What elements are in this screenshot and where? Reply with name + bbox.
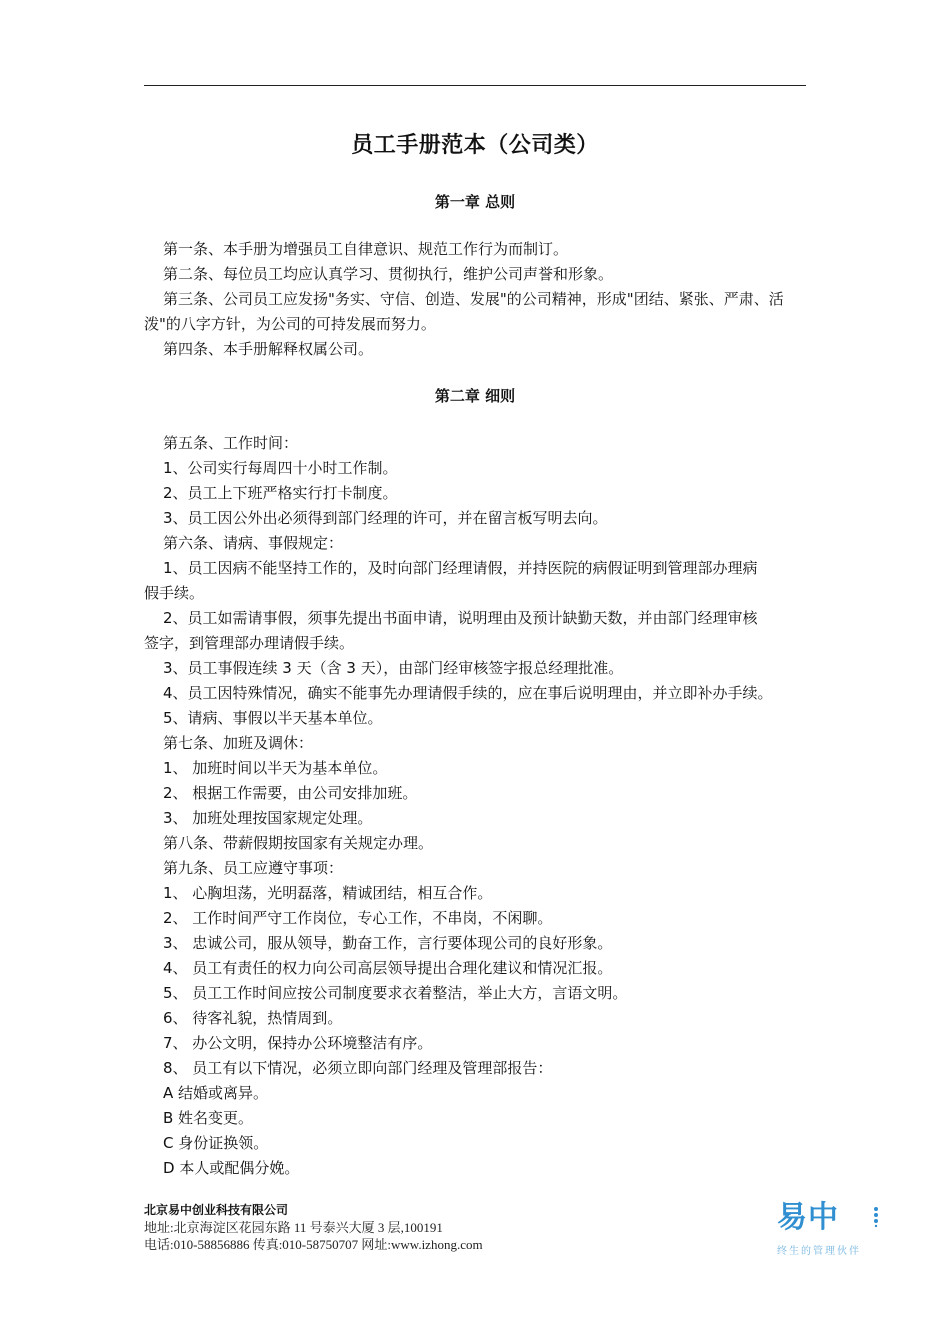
list-item: 2、员工上下班严格实行打卡制度。	[163, 484, 398, 502]
list-item: 6、 待客礼貌，热情周到。	[163, 1009, 343, 1027]
chapter-2-heading: 第二章 细则	[434, 387, 516, 405]
list-item: 1、公司实行每周四十小时工作制。	[163, 459, 398, 477]
article-3-continued: 泼"的八字方针，为公司的可持发展而努力。	[144, 315, 436, 333]
list-item: 3、 加班处理按国家规定处理。	[163, 809, 373, 827]
list-item: 5、 员工工作时间应按公司制度要求衣着整洁，举止大方，言语文明。	[163, 984, 628, 1002]
list-item: 1、 加班时间以半天为基本单位。	[163, 759, 388, 777]
logo-wordmark: 易中	[777, 1200, 839, 1235]
list-item: 2、 根据工作需要，由公司安排加班。	[163, 784, 418, 802]
logo-dots-icon	[873, 1206, 879, 1228]
footer-address: 地址:北京海淀区花园东路 11 号泰兴大厦 3 层,100191	[144, 1220, 443, 1235]
article-6: 第六条、请病、事假规定：	[163, 534, 344, 552]
article-1: 第一条、本手册为增强员工自律意识、规范工作行为而制订。	[163, 240, 569, 258]
logo-tagline: 终生的管理伙伴	[777, 1246, 861, 1257]
article-3: 第三条、公司员工应发扬"务实、守信、创造、发展"的公司精神，形成"团结、紧张、严肃、活	[163, 290, 784, 308]
sub-item: B 姓名变更。	[163, 1109, 254, 1127]
list-item: 5、请病、事假以半天基本单位。	[163, 709, 383, 727]
list-item: 1、 心胸坦荡，光明磊落，精诚团结，相互合作。	[163, 884, 493, 902]
list-item: 4、 员工有责任的权力向公司高层领导提出合理化建议和情况汇报。	[163, 959, 613, 977]
article-4: 第四条、本手册解释权属公司。	[163, 340, 374, 358]
article-7: 第七条、加班及调休：	[163, 734, 314, 752]
list-item: 3、 忠诚公司，服从领导，勤奋工作，言行要体现公司的良好形象。	[163, 934, 613, 952]
article-5: 第五条、工作时间：	[163, 434, 299, 452]
list-item: 3、员工事假连续 3 天（含 3 天），由部门经审核签字报总经理批准。	[163, 659, 624, 677]
list-item-continued: 假手续。	[144, 584, 205, 602]
article-8: 第八条、带薪假期按国家有关规定办理。	[163, 834, 434, 852]
list-item: 8、 员工有以下情况，必须立即向部门经理及管理部报告：	[163, 1059, 553, 1077]
article-9: 第九条、员工应遵守事项：	[163, 859, 344, 877]
sub-item: C 身份证换领。	[163, 1134, 269, 1152]
company-logo	[777, 1200, 887, 1260]
article-2: 第二条、每位员工均应认真学习、贯彻执行，维护公司声誉和形象。	[163, 265, 614, 283]
footer-contact: 电话:010-58856886 传真:010-58750707 网址:www.izhong.com	[144, 1237, 483, 1252]
footer-company-name: 北京易中创业科技有限公司	[144, 1203, 289, 1217]
list-item: 3、员工因公外出必须得到部门经理的许可，并在留言板写明去向。	[163, 509, 608, 527]
list-item: 4、员工因特殊情况，确实不能事先办理请假手续的，应在事后说明理由，并立即补办手续。	[163, 684, 773, 702]
list-item: 2、 工作时间严守工作岗位，专心工作，不串岗，不闲聊。	[163, 909, 553, 927]
sub-item: D 本人或配偶分娩。	[163, 1159, 300, 1177]
list-item: 2、员工如需请事假，须事先提出书面申请，说明理由及预计缺勤天数，并由部门经理审核	[163, 609, 758, 627]
sub-item: A 结婚或离异。	[163, 1084, 269, 1102]
list-item: 1、员工因病不能坚持工作的，及时向部门经理请假，并持医院的病假证明到管理部办理病	[163, 559, 758, 577]
chapter-1-heading: 第一章 总则	[434, 193, 516, 211]
header-rule	[144, 85, 806, 86]
list-item: 7、 办公文明，保持办公环境整洁有序。	[163, 1034, 433, 1052]
document-title: 员工手册范本（公司类）	[351, 133, 599, 158]
list-item-continued: 签字，到管理部办理请假手续。	[144, 634, 355, 652]
